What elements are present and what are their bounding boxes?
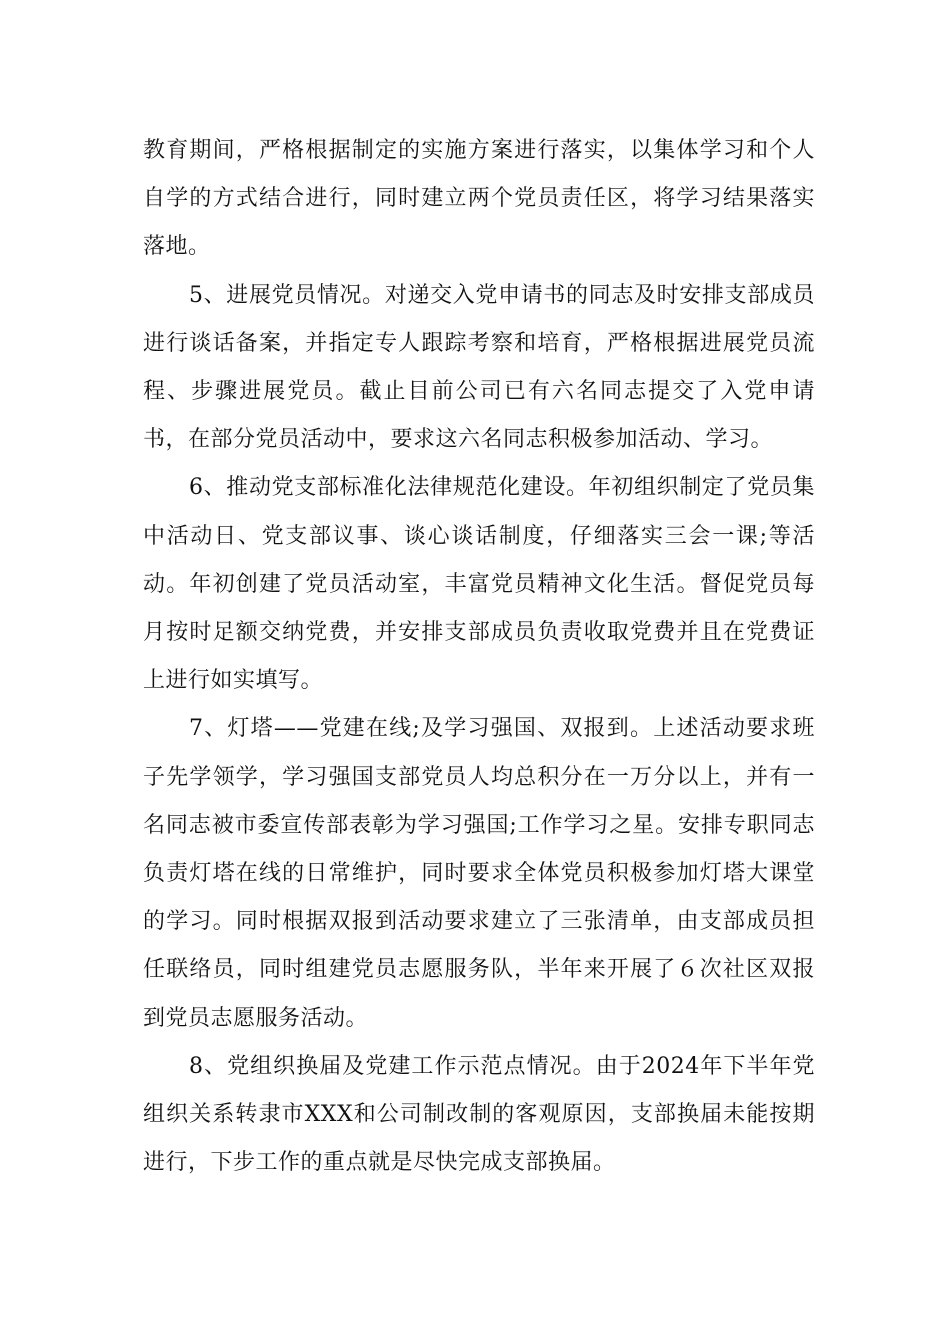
paragraph-item-5: 5、进展党员情况。对递交入党申请书的同志及时安排支部成员进行谈话备案，并指定专人跟踪考察和培育，严格根据进展党员流程、步骤进展党员。截止目前公司已有六名同志提交了入党申请书，在部分党员活动中，要求这六名同志积极参加活动、学习。	[143, 282, 815, 453]
document-body	[143, 127, 815, 1187]
paragraph-continuation: 教育期间，严格根据制定的实施方案进行落实，以集体学习和个人自学的方式结合进行，同时建立两个党员责任区，将学习结果落实落地。	[143, 138, 815, 260]
paragraph-item-7: 7、灯塔——党建在线;及学习强国、双报到。上述活动要求班子先学领学，学习强国支部党员人均总积分在一万分以上，并有一名同志被市委宣传部表彰为学习强国;工作学习之星。安排专职同志负责灯塔在线的日常维护，同时要求全体党员积极参加灯塔大课堂的学习。同时根据双报到活动要求建立了三张清单，由支部成员担任联络员，同时组建党员志愿服务队，半年来开展了６次社区双报到党员志愿服务活动。	[143, 716, 815, 1031]
paragraph-item-6: 6、推动党支部标准化法律规范化建设。年初组织制定了党员集中活动日、党支部议事、谈心谈话制度，仔细落实三会一课;等活动。年初创建了党员活动室，丰富党员精神文化生活。督促党员每月按时足额交纳党费，并安排支部成员负责收取党费并且在党费证上进行如实填写。	[143, 475, 815, 694]
paragraph-item-8: 8、党组织换届及党建工作示范点情况。由于2024年下半年党组织关系转隶市XXX和公司制改制的客观原因，支部换届未能按期进行，下步工作的重点就是尽快完成支部换届。	[143, 1053, 815, 1176]
